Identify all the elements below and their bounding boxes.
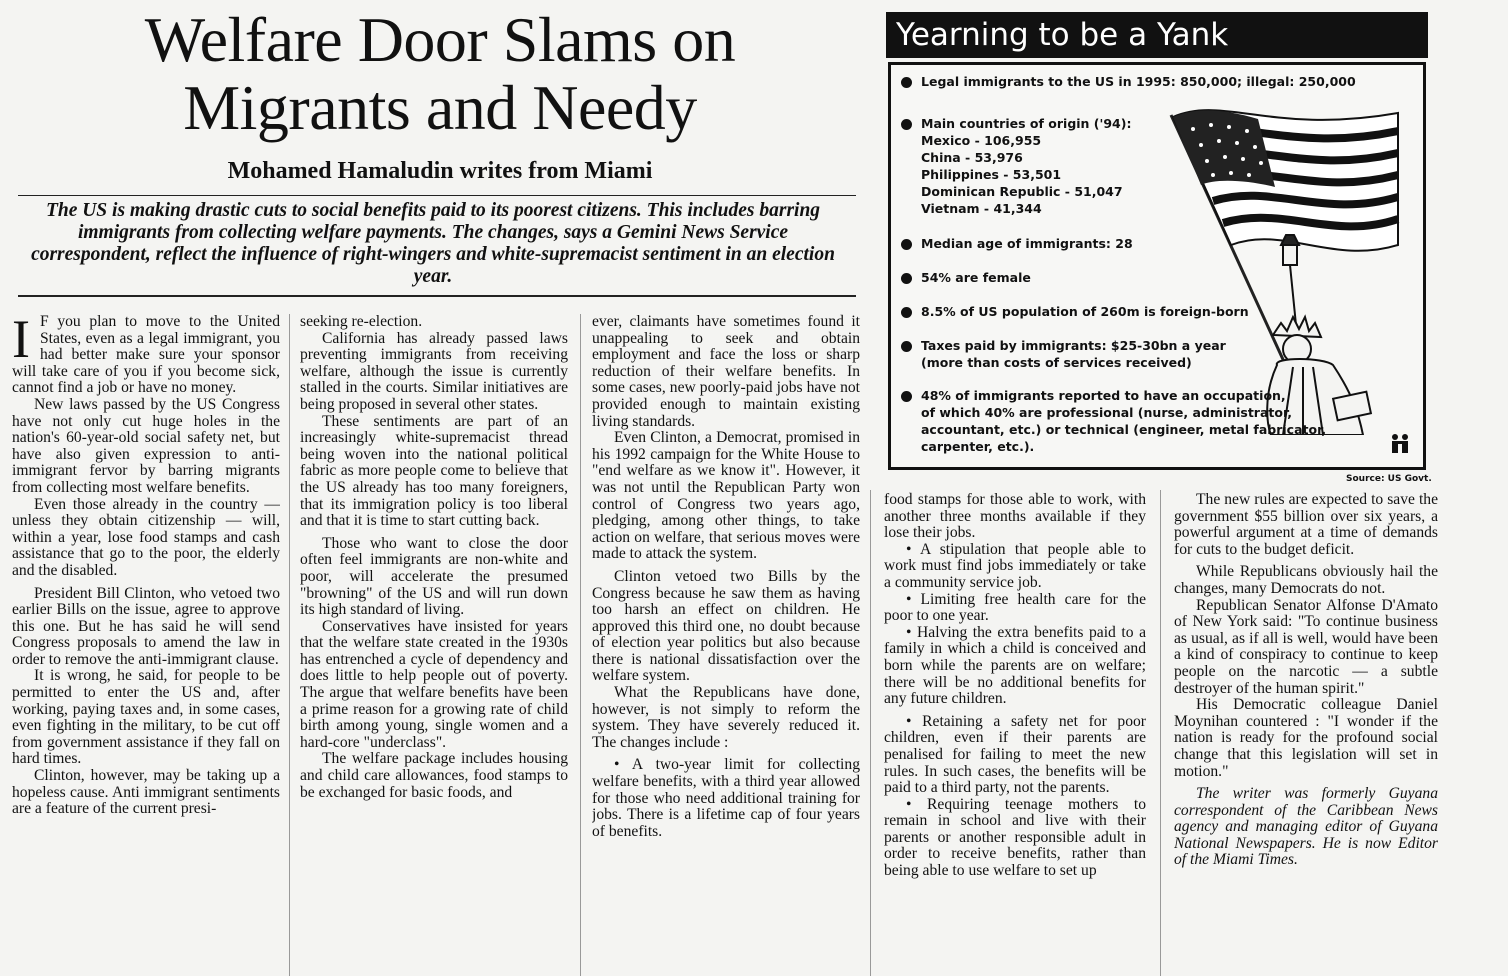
paragraph: seeking re-election.	[300, 314, 423, 330]
paragraph: ever, claimants have sometimes found it unappealing to seek and obtain employment and face the loss or sharp reduction of their welfare benefits. In some cases, new poorly-paid jobs have not provided enough to maintain existing living standards.	[592, 314, 860, 430]
bullet-icon	[901, 239, 912, 250]
paragraph: California has already passed laws preventing immigrants from receiving welfare, although the issue is currently stalled in the courts. Similar initiatives are being proposed in several other states.	[300, 329, 568, 413]
drop-cap: I	[12, 314, 30, 369]
column-divider	[580, 314, 581, 976]
column-divider	[289, 314, 290, 976]
gemini-logo-icon	[1389, 433, 1411, 455]
sidebar-item: Taxes paid by immigrants: $25-30bn a year (more than costs of services received)	[901, 337, 1226, 371]
paragraph: • A stipulation that people able to work must find jobs immediately or take a community service job.	[884, 540, 1146, 591]
paragraph: • Limiting free health care for the poor to one year.	[884, 590, 1146, 625]
country-list-item: Mexico - 106,955	[921, 133, 1042, 148]
article-column-4	[884, 492, 1146, 880]
paragraph: Even those already in the country — unless they obtain citizenship — will, within a year, lose food stamps and cash assistance that go to the poor, the elderly and the disabled.	[12, 495, 280, 579]
paragraph: • Requiring teenage mothers to remain in school and live with their parents or another responsible adult in order to receive benefits, rather than being able to use welfare to set up	[884, 795, 1146, 880]
article-column-2	[300, 314, 568, 801]
paragraph: It is wrong, he said, for people to be permitted to enter the US and, after working, paying taxes and, in some cases, even fighting in the military, to be cut off from government assistance if they fall on hard times.	[12, 667, 280, 768]
bullet-icon	[901, 77, 912, 88]
sidebar-box	[888, 62, 1426, 470]
sidebar-item: Legal immigrants to the US in 1995: 850,000; illegal: 250,000	[901, 73, 1356, 90]
byline: Mohamed Hamaludin writes from Miami	[227, 158, 653, 184]
headline-line-2: Migrants and Needy	[183, 72, 697, 143]
sidebar-source: Source: US Govt.	[1346, 474, 1432, 484]
paragraph: food stamps for those able to work, with another three months available if they lose their jobs.	[884, 492, 1146, 542]
column-divider	[870, 490, 871, 976]
column-divider	[1160, 490, 1161, 976]
paragraph: His Democratic colleague Daniel Moynihan countered : "I wonder if the nation is ready for the profound social change that this legislation will set in motion."	[1174, 696, 1438, 780]
bullet-icon	[901, 341, 912, 352]
sidebar-title: Yearning to be a Yank	[886, 12, 1428, 58]
paragraph: • Halving the extra benefits paid to a family in which a child is conceived and born while the parents are on welfare; there will be no additional benefits for any future children.	[884, 623, 1146, 708]
paragraph: President Bill Clinton, who vetoed two earlier Bills on the issue, agree to approve this one. But he has said he will send Congress proposals to amend the law in order to remove the anti-immigrant clause.	[12, 584, 280, 668]
paragraph: Clinton, however, may be taking up a hopeless cause. Anti immigrant sentiments are a feature of the current presi-	[12, 767, 280, 818]
sidebar-item: Median age of immigrants: 28	[901, 235, 1133, 252]
deck-top-rule	[18, 195, 856, 196]
us-flag-icon	[1173, 110, 1398, 251]
bullet-icon	[901, 273, 912, 284]
paragraph: Even Clinton, a Democrat, promised in his 1992 campaign for the White House to "end welfare as we know it". However, it was not until the Republican Party won control of Congress two years ago, pledging, among other things, to take action on welfare, that serious moves were made to attack the system.	[592, 429, 860, 563]
paragraph: Conservatives have insisted for years that the welfare state created in the 1930s has entrenched a cycle of dependency and does little to help people out of poverty. The argue that welfare benefits have been a prime reason for a growing rate of child birth among young, single women and a hard-core "underclass".	[300, 617, 568, 751]
sidebar-item: 8.5% of US population of 260m is foreign-born	[901, 303, 1249, 320]
paragraph: What the Republicans have done, however, is not simply to reform the system. They have severely reduced it. The changes include :	[592, 684, 860, 751]
paragraph: The welfare package includes housing and child care allowances, food stamps to be exchanged for basic foods, and	[300, 750, 568, 801]
sidebar-item: 48% of immigrants reported to have an occupation, of which 40% are professional (nurse, administrator, accountant, etc.) or technical (engineer, metal fabricator, carpenter, etc.).	[901, 387, 1326, 455]
headline	[20, 6, 860, 142]
paragraph: The new rules are expected to save the government $55 billion over six years, a powerful argument at a time of demands for cuts to the budget deficit.	[1174, 492, 1438, 558]
paragraph: Those who want to close the door often feel immigrants are non-white and poor, will accelerate the presumed "browning" of the US and will run down its high standard of living.	[300, 534, 568, 619]
country-list-item: Vietnam - 41,344	[921, 201, 1042, 216]
sidebar-item: 54% are female	[901, 269, 1031, 286]
bullet-icon	[901, 307, 912, 318]
flag-and-statue-illustration	[1163, 95, 1403, 435]
paragraph: • Retaining a safety net for poor children, even if their parents are penalised for failing to meet the new rules. In such cases, the benefits will be paid to a third party, not the parents.	[884, 712, 1146, 797]
author-note: The writer was formerly Guyana correspondent of the Caribbean News agency and managing editor of Guyana National Newspapers. He is now Editor of the Miami Times.	[1174, 785, 1438, 869]
sidebar-item: Main countries of origin ('94): Mexico - 106,955 China - 53,976 Philippines - 53,501 Dominican Republic - 51,047 Vietnam - 41,344	[901, 115, 1131, 217]
bullet-icon	[901, 119, 912, 130]
country-list-item: Dominican Republic - 51,047	[921, 184, 1123, 199]
article-column-1	[12, 314, 280, 818]
bullet-icon	[901, 391, 912, 402]
country-list-item: Philippines - 53,501	[921, 167, 1062, 182]
paragraph: F you plan to move to the United States, even as a legal immigrant, you had better make sure your sponsor will take care of you if you become sick, cannot find a job or have no money.	[12, 314, 280, 397]
paragraph: Republican Senator Alfonse D'Amato of New York said: "To continue business as usual, as if all is well, would have been a kind of conspiracy to continue to keep people on the narcotic — a subtle destroyer of the human spirit."	[1174, 596, 1438, 697]
paragraph: Clinton vetoed two Bills by the Congress because he saw them as having too harsh an effect on children. He approved this third one, no doubt because of election year politics but also because there is national dissatisfaction over the welfare system.	[592, 567, 860, 685]
article-column-3	[592, 314, 860, 840]
article-column-5	[1174, 492, 1438, 869]
paragraph: • A two-year limit for collecting welfare benefits, with a third year allowed for those who need additional training for jobs. There is a lifetime cap of four years of benefits.	[592, 756, 860, 840]
paragraph: These sentiments are part of an increasingly white-supremacist thread being woven into the national political fabric as more people come to believe that the US already has too many foreigners, that its immigration policy is too liberal and that it is time to start cutting back.	[300, 412, 568, 530]
deck: The US is making drastic cuts to social benefits paid to its poorest citizens. This includes barring immigrants from collecting welfare payments. The changes, says a Gemini News Service correspondent, reflect the influence of right-wingers and white-supremacist sentiment in an election year.	[31, 200, 835, 287]
paragraph: While Republicans obviously hail the changes, many Democrats do not.	[1174, 563, 1438, 597]
headline-line-1: Welfare Door Slams on	[144, 4, 736, 75]
country-list-item: China - 53,976	[921, 150, 1023, 165]
deck-bottom-rule	[18, 295, 856, 297]
paragraph: New laws passed by the US Congress have not only cut huge holes in the nation's 60-year-old social safety net, but have also given expression to anti-immigrant fervor by barring migrants from collecting most welfare benefits.	[12, 395, 280, 496]
